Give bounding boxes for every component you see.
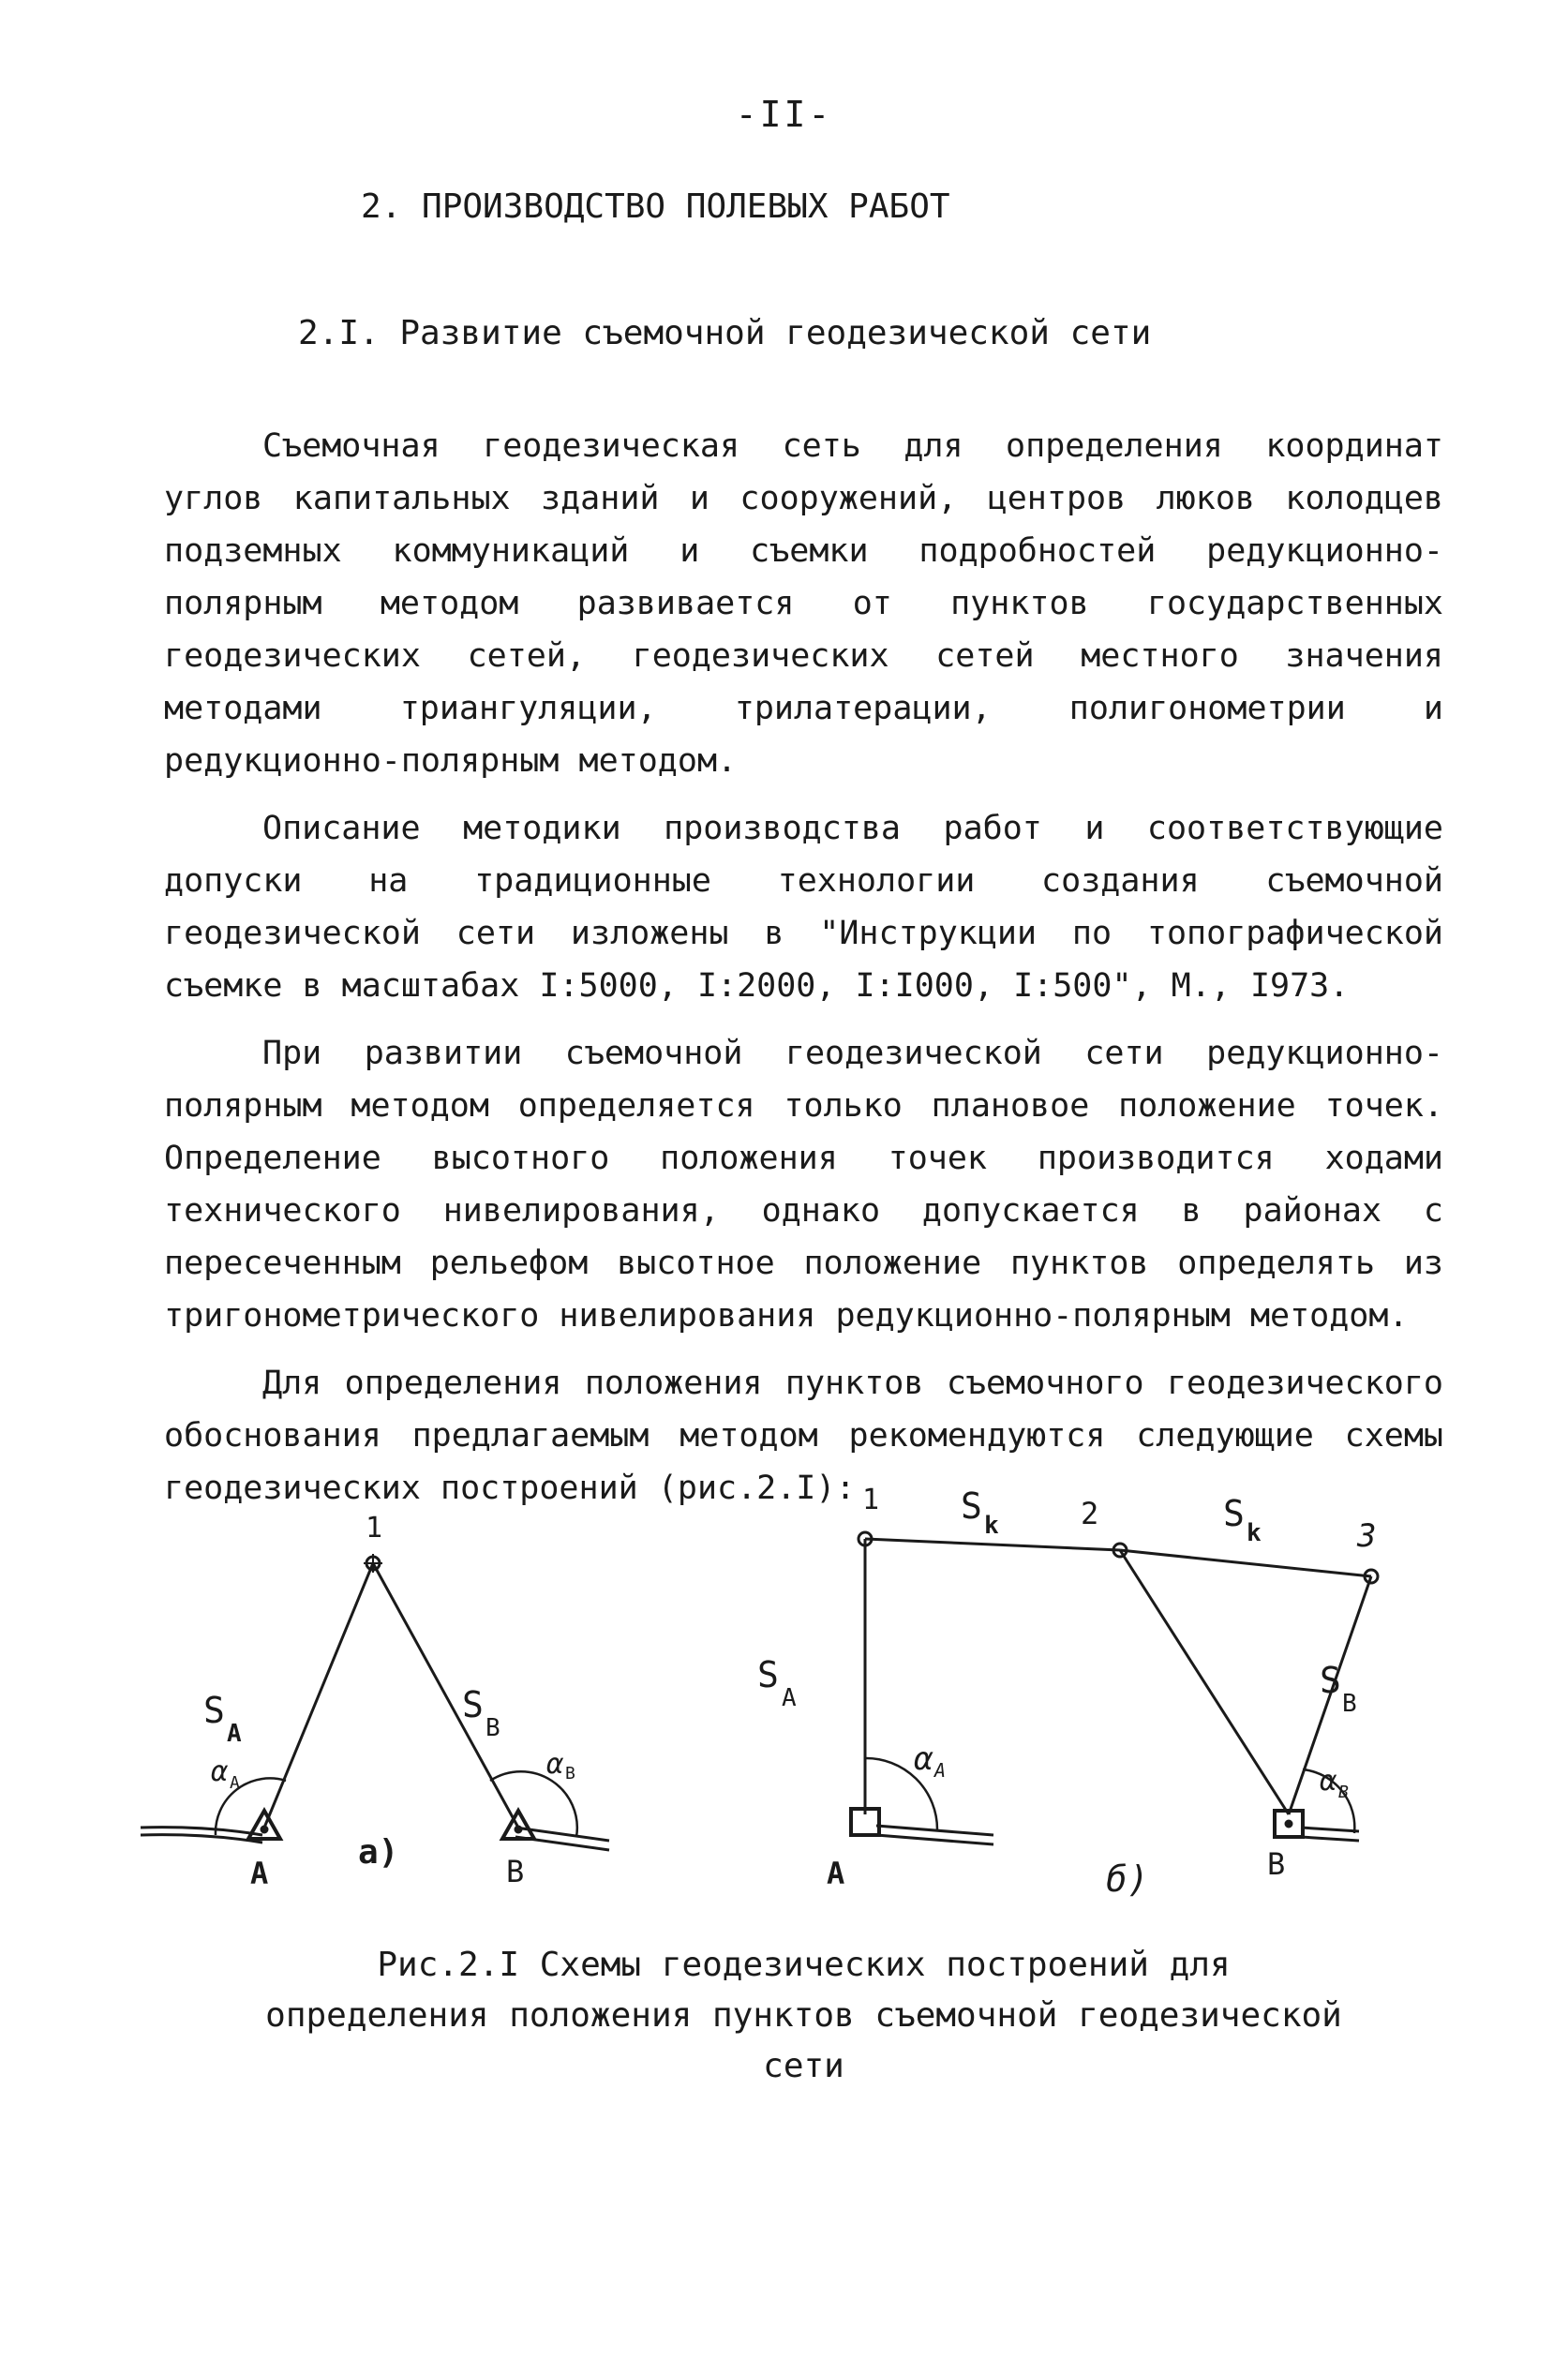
label-b-sa-sub: A: [782, 1684, 797, 1712]
label-b-point-2: 2: [1081, 1496, 1099, 1531]
figure-2-1: [0, 1471, 1568, 1921]
label-a-point-1: 1: [366, 1512, 383, 1545]
label-a-sb: S: [462, 1684, 484, 1725]
label-b-alpha-a-sub: A: [934, 1759, 947, 1782]
label-b-sk2-sub: k: [1247, 1519, 1262, 1547]
label-a-point-a: А: [250, 1856, 269, 1891]
label-b-sb: S: [1320, 1660, 1341, 1701]
figure-svg: [0, 1471, 1568, 1921]
angle-arc-b: [490, 1771, 577, 1837]
label-scheme-a: а): [358, 1833, 399, 1872]
ground-line-bb-2: [1301, 1837, 1359, 1841]
label-b-point-1: 1: [862, 1484, 880, 1516]
label-a-sa: S: [203, 1690, 225, 1731]
paragraph-2: Описание методики производства работ и соответствующие допуски на традиционные технологии создания съемочной геодезической сети изложены в "Инструкции по топографической съемке в масштабах I:5000, I:2000, I:I000, I:500", М., I973.: [164, 810, 1443, 1005]
label-b-point-3: 3: [1357, 1517, 1377, 1555]
caption-line-1: Рис.2.I Схемы геодезических построений для: [377, 1946, 1231, 1984]
label-b-alpha-a: α: [914, 1740, 933, 1778]
section-title: 2. ПРОИЗВОДСТВО ПОЛЕВЫХ РАБОТ: [361, 187, 950, 226]
ground-line-bb: [1301, 1828, 1359, 1831]
side-sb: [373, 1563, 518, 1828]
label-scheme-b: б): [1106, 1858, 1149, 1900]
body-text: [164, 420, 1443, 1530]
side-sa: [264, 1563, 373, 1828]
scheme-b: [851, 1532, 1378, 1844]
label-b-sk1: S: [961, 1485, 982, 1527]
label-b-sb-sub: B: [1342, 1690, 1357, 1718]
caption-line-2: определения положения пунктов съемочной геодезической: [265, 1996, 1342, 2035]
label-b-alpha-b: α: [1320, 1765, 1337, 1798]
paragraph-4: Для определения положения пунктов съемочного геодезического обоснования предлагаемым методом рекомендуются следующие схемы геодезических построений (рис.2.I):: [164, 1365, 1443, 1507]
label-a-point-b: В: [506, 1854, 525, 1889]
ground-line-ba-2: [876, 1835, 993, 1844]
label-a-sb-sub: B: [485, 1714, 500, 1742]
paragraph-3: При развитии съемочной геодезической сети редукционно-полярным методом определяется только плановое положение точек. Определение высотного положения точек производится ходами технического нивелирования, однако допускается в районах с пересеченным рельефом высотное положение пунктов определять из тригонометрического нивелирования редукционно-полярным методом.: [164, 1035, 1443, 1335]
label-b-point-a: А: [827, 1856, 845, 1891]
subsection-title: 2.I. Развитие съемочной геодезической сети: [298, 314, 1152, 352]
label-a-sa-sub: A: [227, 1720, 242, 1748]
side-sk-1-2: [865, 1539, 1120, 1550]
caption-line-3: сети: [763, 2047, 844, 2085]
label-a-alpha-a: α: [211, 1755, 229, 1788]
label-b-alpha-b-sub: B: [1338, 1783, 1349, 1802]
label-b-point-b: В: [1267, 1846, 1286, 1882]
label-b-sk1-sub: k: [984, 1512, 999, 1540]
label-a-alpha-b-sub: B: [565, 1764, 575, 1783]
label-a-alpha-a-sub: A: [230, 1773, 240, 1793]
ground-line-a-left-2: [141, 1835, 262, 1843]
figure-caption: [164, 1940, 1443, 2092]
paragraph-1: Съемочная геодезическая сеть для определения координат углов капитальных зданий и сооружений, центров люков колодцев подземных коммуникаций и съемки подробностей редукционно-полярным методом развивается от пунктов государственных геодезических сетей, геодезических сетей местного значения методами триангуляции, трилатерации, полигонометрии и редукционно-полярным методом.: [164, 427, 1443, 780]
side-sk-2-3: [1120, 1550, 1371, 1576]
label-b-sk2: S: [1223, 1493, 1245, 1534]
label-b-sa: S: [757, 1654, 779, 1695]
ground-line-ba: [876, 1826, 993, 1835]
label-a-alpha-b: α: [546, 1748, 564, 1781]
page-number: -II-: [735, 94, 833, 135]
side-2-b: [1120, 1550, 1289, 1814]
